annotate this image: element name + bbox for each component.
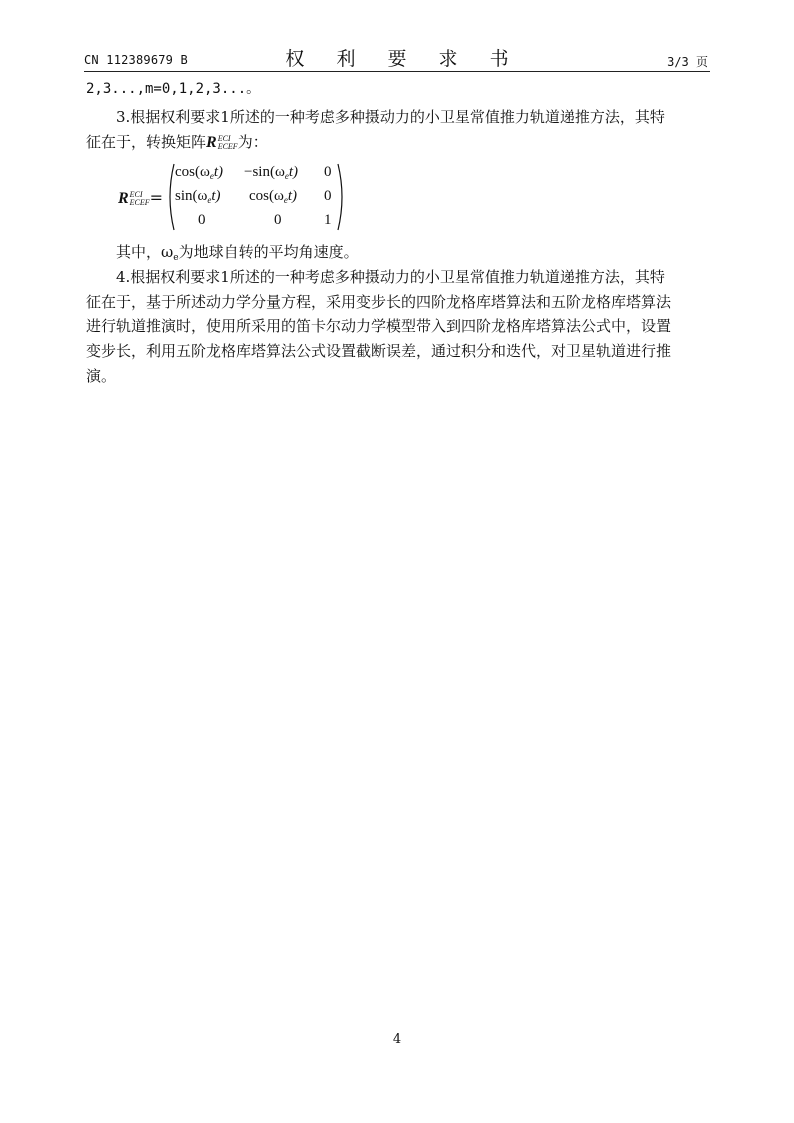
claim4-line1: 4.根据权利要求1所述的一种考虑多种摄动力的小卫星常值推力轨道递推方法，其特 — [116, 268, 665, 286]
cell-r2c1: $\sin(\omega_et)$ — [175, 188, 221, 205]
claim3-line2 — [86, 135, 708, 151]
claim4-line3: 进行轨道推演时，使用所采用的笛卡尔动力学模型带入到四阶龙格库塔算法公式中，设置 — [86, 317, 672, 335]
matrix-sub: ECEF — [217, 142, 238, 151]
where-line: 其中，$\omega_e$为地球自转的平均角速度。 — [116, 243, 359, 263]
cell-r1c3: 0 — [324, 164, 332, 180]
matrix-label-sup: ECI — [129, 189, 143, 199]
claim3-prefix: 征在于，转换矩阵 — [86, 133, 207, 151]
continuation-line: 2,3...,m=0,1,2,3...。 — [86, 81, 261, 97]
header-title: 权 利 要 求 书 — [285, 48, 522, 70]
matrix-symbol: R — [206, 134, 217, 151]
matrix-label-sub: ECEF — [129, 197, 150, 207]
matrix-equals: = — [149, 188, 164, 207]
rotation-matrix — [118, 162, 358, 232]
claim3-line1: 3.根据权利要求1所述的一种考虑多种摄动力的小卫星常值推力轨道递推方法，其特 — [116, 108, 665, 126]
page-number: 4 — [392, 1032, 402, 1047]
cell-r3c1: 0 — [198, 212, 206, 228]
cell-r2c3: 0 — [324, 188, 332, 204]
cell-r2c2: $\cos(\omega_et)$ — [249, 188, 298, 205]
claim4-line4: 变步长，利用五阶龙格库塔算法公式设置截断误差，通过积分和迭代，对卫星轨道进行推 — [86, 342, 672, 360]
claim3-suffix: 为： — [237, 133, 268, 151]
matrix-sup: ECI — [217, 134, 231, 143]
matrix-label-symbol: R — [118, 190, 129, 207]
cell-r1c2: $-\sin(\omega_et)$ — [244, 164, 299, 181]
cell-r1c1: $\cos(\omega_et)$ — [175, 164, 224, 181]
header-page-of: 3/3 页 — [667, 55, 708, 69]
claim4-line2: 征在于，基于所述动力学分量方程，采用变步长的四阶龙格库塔算法和五阶龙格库塔算法 — [86, 293, 672, 311]
cell-r3c2: 0 — [274, 212, 282, 228]
header-doc-number: CN 112389679 B — [84, 53, 188, 67]
header-rule — [84, 71, 710, 72]
claim4-line5: 演。 — [86, 367, 117, 385]
cell-r3c3: 1 — [324, 212, 332, 228]
